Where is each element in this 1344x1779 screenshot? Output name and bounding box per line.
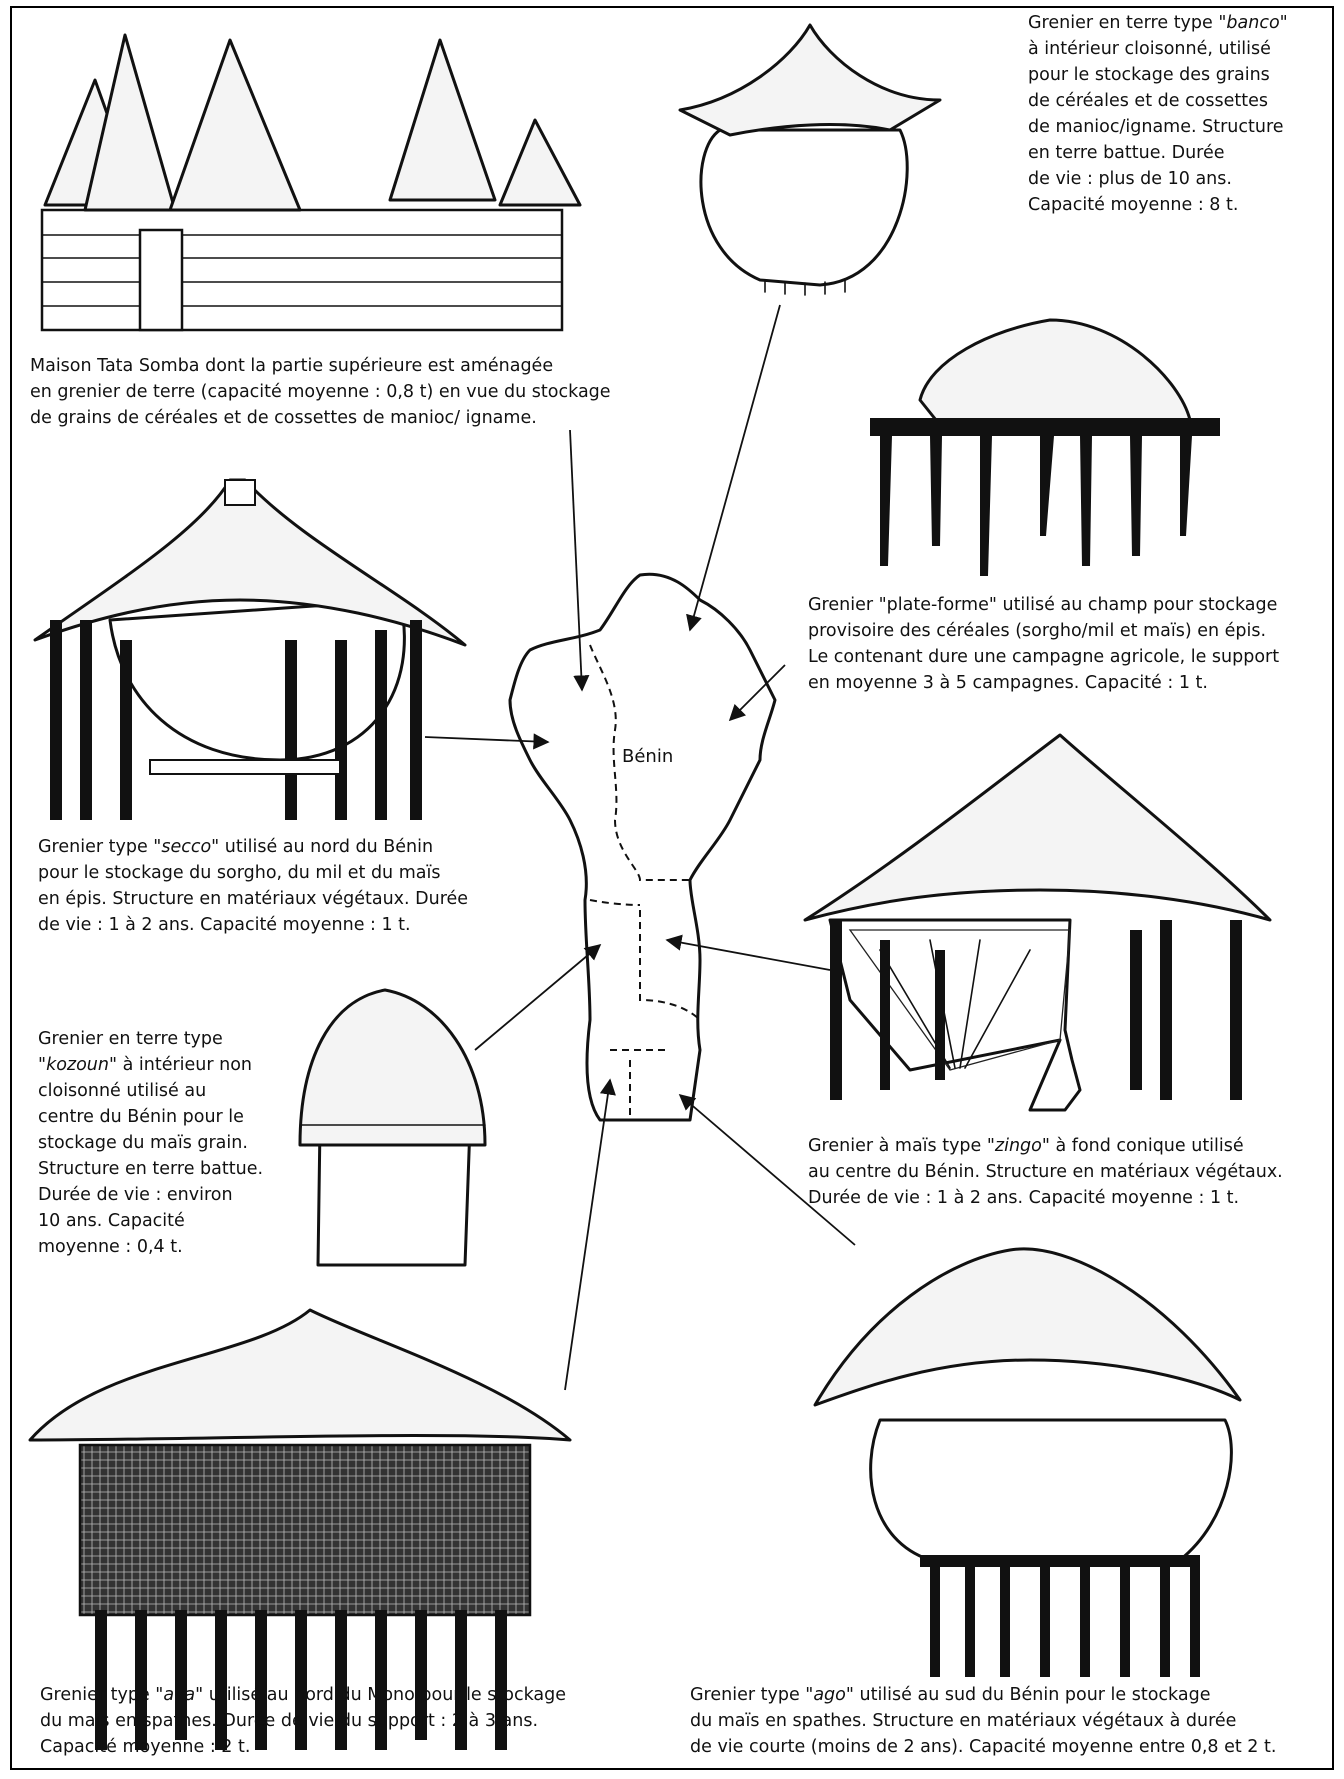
caption-zingo: Grenier à maïs type "zingo" à fond conique utilisé au centre du Bénin. Structure en matériaux végétaux. Durée de vie : 1 à 2 ans. Capacité moyenne : 1 t.: [808, 1136, 1283, 1208]
caption-ava: Grenier type "ava" utilisé au nord du Mono pour le stockage du maïs en spathes. Durée de vie du support : 2 à 3 ans. Capacité moyenne : 2 t.: [40, 1685, 566, 1757]
secco-drawing: [35, 480, 465, 820]
zingo-drawing: [805, 735, 1270, 1110]
map-label-benin: Bénin: [622, 746, 674, 767]
caption-secco: Grenier type "secco" utilisé au nord du Bénin pour le stockage du sorgho, du mil et du maïs en épis. Structure en matériaux végétaux. Durée de vie : 1 à 2 ans. Capacité moyenne : 1 t.: [38, 837, 469, 935]
caption-kozoun: Grenier en terre type "kozoun" à intérieur non cloisonné utilisé au centre du Bénin pour le stockage du maïs grain. Structure en terre battue. Durée de vie : environ 10 ans. Capacité moyenne : 0,4 t.: [38, 1029, 264, 1257]
tata-somba-drawing: [42, 35, 580, 330]
ago-drawing: [815, 1249, 1240, 1677]
plate-forme-drawing: [870, 320, 1220, 576]
caption-ago: Grenier type "ago" utilisé au sud du Bénin pour le stockage du maïs en spathes. Structure en matériaux végétaux à durée de vie courte (moins de 2 ans). Capacité moyenne entre 0,8 et 2 t.: [690, 1685, 1277, 1757]
kozoun-drawing: [300, 990, 485, 1265]
caption-plate-forme: Grenier "plate-forme" utilisé au champ pour stockage provisoire des céréales (sorgho/mil et maïs) en épis. Le contenant dure une campagne agricole, le support en moyenne 3 à 5 campagnes. Capacité : 1 t.: [808, 595, 1280, 693]
caption-banco: Grenier en terre type "banco" à intérieur cloisonné, utilisé pour le stockage des grains de céréales et de cossettes de manioc/igname. Structure en terre battue. Durée de vie : plus de 10 ans. Capacité moyenne : 8 t.: [1028, 13, 1288, 215]
banco-drawing: [680, 25, 940, 295]
benin-map: [510, 574, 775, 1120]
caption-tata-somba: Maison Tata Somba dont la partie supérieure est aménagée en grenier de terre (capacité moyenne : 0,8 t) en vue du stockage de grains de céréales et de cossettes de manioc/ igname.: [30, 356, 611, 428]
